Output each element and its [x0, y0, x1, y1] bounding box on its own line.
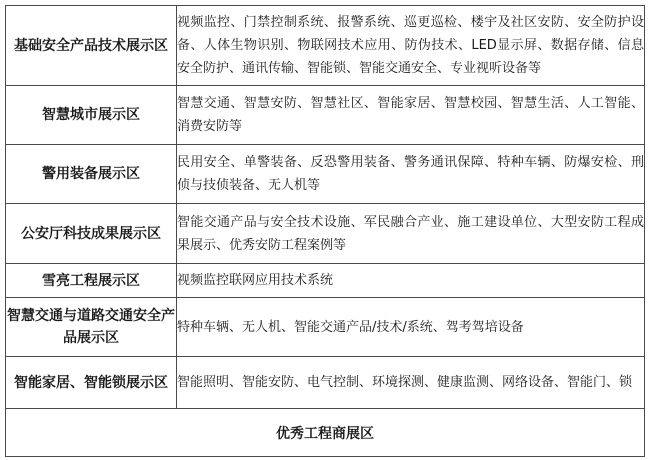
table-row [6, 298, 645, 357]
table-row [6, 204, 645, 264]
exhibition-zones-table [5, 5, 645, 457]
zone-products: 智能交通产品与安全技术设施、军民融合产业、施工建设单位、大型安防工程成果展示、优秀安防工程案例等 [177, 204, 645, 264]
zone-products: 智慧交通、智慧安防、智慧社区、智能家居、智慧校园、智慧生活、人工智能、消费安防等 [177, 86, 645, 145]
zone-name: 智慧城市展示区 [6, 86, 177, 145]
zone-name: 基础安全产品技术展示区 [6, 6, 177, 86]
zone-products: 智能照明、智能安防、电气控制、环境探测、健康监测、网络设备、智能门、锁 [177, 357, 645, 409]
table-row [6, 264, 645, 298]
zone-products: 民用安全、单警装备、反恐警用装备、警务通讯保障、特种车辆、防爆安检、刑侦与技侦装备、无人机等 [177, 145, 645, 204]
zone-name: 雪亮工程展示区 [6, 264, 177, 298]
table-footer-row [6, 409, 645, 457]
table-row [6, 357, 645, 409]
zone-products: 视频监控联网应用技术系统 [177, 264, 645, 298]
zone-products: 视频监控、门禁控制系统、报警系统、巡更巡检、楼宇及社区安防、安全防护设备、人体生物识别、物联网技术应用、防伪技术、LED显示屏、数据存储、信息安全防护、通讯传输、智能锁、智能交通安全、专业视听设备等 [177, 6, 645, 86]
zone-name: 警用装备展示区 [6, 145, 177, 204]
table-row [6, 145, 645, 204]
zone-products: 特种车辆、无人机、智能交通产品/技术/系统、驾考驾培设备 [177, 298, 645, 357]
table-row [6, 86, 645, 145]
zone-name: 智能家居、智能锁展示区 [6, 357, 177, 409]
table-row [6, 6, 645, 86]
zone-name: 公安厅科技成果展示区 [6, 204, 177, 264]
zone-name: 智慧交通与道路交通安全产品展示区 [6, 298, 177, 357]
footer-zone-name: 优秀工程商展区 [6, 409, 645, 457]
